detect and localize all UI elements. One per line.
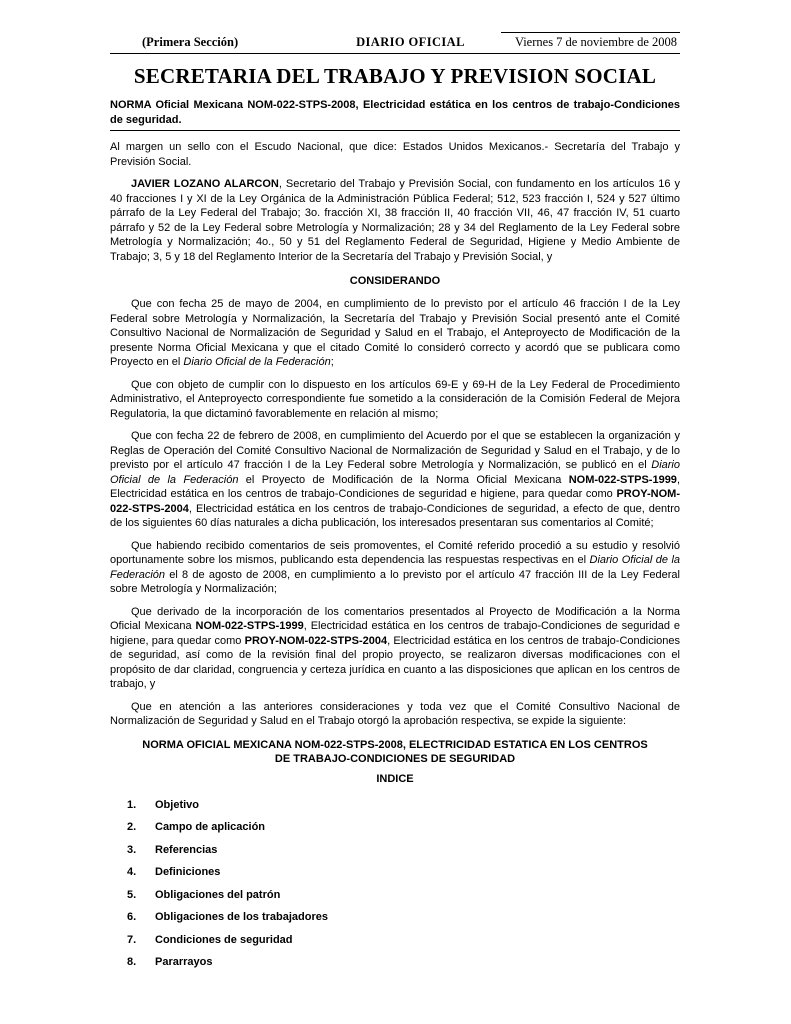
paragraph-text: Que derivado de la incorporación de los comentarios presentados al Proyecto de Modificación a la Norma Oficial Mexicana (110, 605, 680, 632)
paragraph-text: el 8 de agosto de 2008, en cumplimiento a lo previsto por el artículo 47 fracción III de la Ley Federal sobre Metrología y Normalización; (110, 568, 680, 595)
index-item-number: 8. (127, 956, 137, 968)
index-item-label: Campo de aplicación (155, 821, 266, 833)
margin-note-paragraph: Al margen un sello con el Escudo Nacional, que dice: Estados Unidos Mexicanos.- Secretaría del Trabajo y Previsión Social. (110, 141, 680, 168)
index-item-label: Objetivo (155, 798, 200, 811)
header-date: Viernes 7 de noviembre de 2008 (501, 32, 680, 50)
considerando-paragraph (110, 297, 680, 370)
index-item (127, 844, 680, 857)
index-item-number: 1. (127, 798, 137, 811)
publication-name: Diario Oficial de la Federación (183, 356, 331, 368)
considerando-paragraphs (110, 297, 680, 729)
index-item (127, 956, 680, 969)
index-item-number: 5. (127, 888, 137, 901)
paragraph-text: Que con fecha 22 de febrero de 2008, en cumplimiento del Acuerdo por el que se establecen la organización y Reglas de Operación del Comité Consultivo Nacional de Normalización de Seguridad y Salud en el Trabajo, y de lo previsto por el artículo 47 fracción I de la Ley Federal sobre Metrología y Normalización, se publicó en el (110, 430, 680, 471)
page-title: SECRETARIA DEL TRABAJO Y PREVISION SOCIAL (133, 64, 657, 88)
header-rule (110, 53, 680, 54)
intro-paragraph (110, 177, 680, 264)
index-item-number: 2. (127, 821, 137, 833)
paragraph-text: ; (330, 356, 334, 368)
subject-rule (110, 130, 680, 131)
paragraph-text: Que con objeto de cumplir con lo dispuesto en los artículos 69-E y 69-H de la Ley Federal de Procedimiento Administrativo, el Anteproyecto correspondiente fue sometido a la consideración de la Comisión Federal de Mejora Regulatoria, la que dictaminó favorablemente en relación al mismo; (110, 378, 680, 420)
considerando-paragraph (110, 429, 680, 531)
index-item (127, 821, 680, 834)
header-section-label: (Primera Sección) (142, 35, 239, 49)
index-item (127, 799, 680, 812)
paragraph-text: , Electricidad estática en los centros de trabajo-Condiciones de seguridad e higiene, para quedar como (110, 620, 680, 647)
index-item-label: Definiciones (155, 866, 221, 878)
publication-name: Diario Oficial de la Federación (110, 459, 680, 486)
paragraph-text: el Proyecto de Modificación de la Norma Oficial Mexicana (238, 473, 569, 486)
considerando-paragraph (110, 700, 680, 729)
considerando-heading: CONSIDERANDO (349, 275, 441, 287)
index-item (127, 911, 680, 924)
page-header (110, 32, 680, 53)
considerando-paragraph (110, 539, 680, 597)
index-item (127, 889, 680, 902)
norm-code: NOM-022-STPS-1999 (195, 620, 304, 632)
index-item-number: 7. (127, 933, 137, 946)
index-item-label: Pararrayos (155, 956, 213, 968)
index-item-label: Condiciones de seguridad (155, 933, 293, 946)
paragraph-text: , Electricidad estática en los centros de trabajo-Condiciones de seguridad, así como de la revisión final del propio proyecto, se realizaron diversas modificaciones con el propósito de dar claridad, congruencia y certeza jurídica en cuanto a las disposiciones que aplican en los centros de trabajo, y (110, 634, 680, 690)
index-item (127, 934, 680, 947)
index-item-label: Obligaciones de los trabajadores (155, 911, 328, 923)
subject-line: NORMA Oficial Mexicana NOM-022-STPS-2008, Electricidad estática en los centros de trabajo-Condiciones de seguridad. (110, 99, 680, 126)
signatory-name: JAVIER LOZANO ALARCON (131, 178, 279, 190)
paragraph-text: , Electricidad estática en los centros de trabajo-Condiciones de seguridad, a efecto de que, dentro de los siguientes 60 días naturales a dicha publicación, los interesados presentaran sus comentarios al Comité; (110, 502, 680, 529)
publication-name: Diario Oficial de la Federación (110, 554, 681, 581)
index-list (110, 799, 680, 970)
index-item-label: Obligaciones del patrón (155, 888, 281, 901)
index-item-number: 4. (127, 866, 137, 878)
norm-code: PROY-NOM-022-STPS-2004 (244, 634, 388, 647)
index-item-label: Referencias (155, 843, 218, 856)
index-item-number: 6. (127, 911, 137, 923)
paragraph-text: Que habiendo recibido comentarios de seis promoventes, el Comité referido procedió a su estudio y resolvió oportunamente sobre los mismos, publicando esta dependencia las respuestas respectivas en el (110, 539, 680, 566)
norm-code: PROY-NOM-022-STPS-2004 (110, 488, 680, 515)
considerando-paragraph (110, 378, 680, 422)
index-item (127, 866, 680, 879)
paragraph-text: Que en atención a las anteriores consideraciones y toda vez que el Comité Consultivo Nacional de Normalización de Seguridad y Salud en el Trabajo otorgó la aprobación respectiva, se expide la siguiente: (110, 700, 680, 727)
index-item-number: 3. (127, 843, 137, 856)
intro-paragraph-text: , Secretario del Trabajo y Previsión Social, con fundamento en los artículos 16 y 40 fracciones I y XI de la Ley Orgánica de la Administración Pública Federal; 512, 523 fracción I, 524 y 527 último párrafo de la Ley Federal del Trabajo; 3o. fracción XI, 38 fracción II, 40 fracción VII, 46, 47 fracción IV, 51 cuarto párrafo y 52 de la Ley Federal sobre Metrología y Normalización; 28 y 34 del Reglamento de la Ley Federal sobre Metrología y Normalización; 4o., 50 y 51 del Reglamento Federal de Seguridad, Higiene y Medio Ambiente de Trabajo; 3, 5 y 18 del Reglamento Interior de la Secretaría del Trabajo y Previsión Social, y (110, 178, 680, 263)
paragraph-text: , Electricidad estática en los centros de trabajo-Condiciones de seguridad e higiene, para quedar como (110, 473, 680, 500)
paragraph-text: Que con fecha 25 de mayo de 2004, en cumplimiento de lo previsto por el artículo 46 fracción I de la Ley Federal sobre Metrología y Normalización, la Secretaría del Trabajo y Previsión Social presentó ante el Comité Consultivo Nacional de Normalización de Seguridad y Salud en el Trabajo, el Anteproyecto de Modificación de la presente Norma Oficial Mexicana y que el citado Comité lo consideró correcto y acordó que se publicara como Proyecto en el (110, 298, 680, 368)
considerando-paragraph (110, 605, 680, 692)
header-publication-name: DIARIO OFICIAL (356, 35, 465, 49)
norma-title-heading: NORMA OFICIAL MEXICANA NOM-022-STPS-2008, ELECTRICIDAD ESTATICA EN LOS CENTROS DE TRABAJO-CONDICIONES DE SEGURIDAD (142, 738, 648, 765)
indice-heading: INDICE (376, 772, 414, 785)
norm-code: NOM-022-STPS-1999 (568, 473, 677, 486)
